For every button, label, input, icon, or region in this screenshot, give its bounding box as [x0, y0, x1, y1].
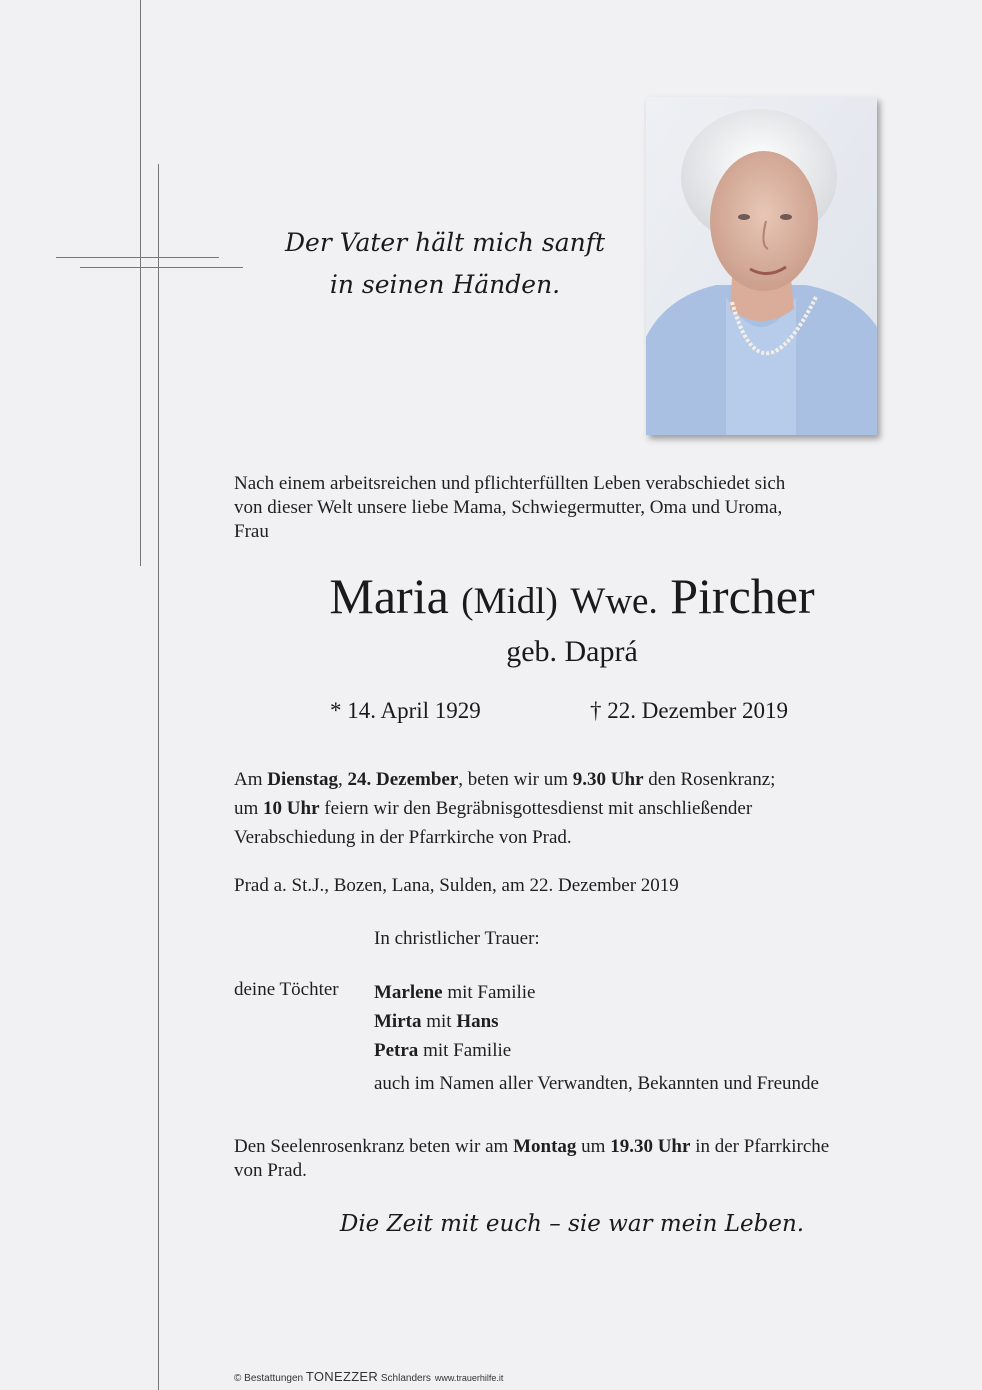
- family-member: [374, 978, 914, 1007]
- mourning-heading: In christlicher Trauer:: [374, 928, 540, 949]
- service-time: 10 Uhr: [263, 798, 320, 819]
- text: Am: [234, 769, 268, 790]
- motto-line-1: Der Vater hält mich sanft: [284, 228, 606, 257]
- member-name: Marlene: [374, 982, 443, 1003]
- birth-date: * 14. April 1929: [330, 698, 481, 723]
- funeral-line-3: Verabschiedung in der Pfarrkirche von Prad.: [234, 827, 572, 848]
- deceased-name: [234, 566, 910, 632]
- text: , beten wir um: [458, 769, 573, 790]
- place-and-date: Prad a. St.J., Bozen, Lana, Sulden, am 22. Dezember 2019: [234, 875, 679, 896]
- evening-line-1: [234, 1135, 924, 1159]
- rosary-time: 9.30 Uhr: [572, 769, 644, 790]
- member-suffix: mit Familie: [442, 982, 536, 1003]
- portrait-photo-elderly-woman-icon: [646, 97, 877, 435]
- cross-vertical-line-right: [158, 164, 159, 1390]
- footer-brand: TONEZZER: [305, 1369, 379, 1384]
- cross-vertical-line-left: [140, 0, 141, 566]
- cross-horizontal-line-top: [56, 257, 219, 258]
- intro-paragraph: [234, 472, 874, 544]
- text: den Rosenkranz;: [643, 769, 776, 790]
- member-partner: Hans: [456, 1011, 499, 1032]
- footer-town: Schlanders: [378, 1373, 431, 1384]
- text: ,: [337, 769, 348, 790]
- maiden-name: geb. Daprá: [506, 635, 638, 668]
- closing-verse: Die Zeit mit euch – sie war mein Leben.: [339, 1211, 805, 1237]
- text: feiern wir den Begräbnisgottesdienst mit anschließender: [319, 798, 753, 819]
- last-name: Pircher: [670, 568, 815, 624]
- text: um: [576, 1136, 611, 1157]
- widow-title: Wwe.: [570, 581, 658, 622]
- family-member: [374, 1007, 914, 1036]
- motto-verse: [250, 222, 640, 306]
- text: in der Pfarrkirche: [690, 1136, 830, 1157]
- evening-time: 19.30 Uhr: [610, 1136, 691, 1157]
- text: Den Seelenrosenkranz beten wir am: [234, 1136, 514, 1157]
- family-extra: auch im Namen aller Verwandten, Bekannten und Freunde: [374, 1073, 819, 1094]
- funeral-line-1: [234, 765, 904, 794]
- relation-label: deine Töchter: [234, 979, 339, 1000]
- member-name: Petra: [374, 1040, 419, 1061]
- death-date: † 22. Dezember 2019: [590, 698, 788, 723]
- evening-day: Montag: [513, 1136, 577, 1157]
- evening-line-2: von Prad.: [234, 1160, 307, 1181]
- footer-copyright: © Bestattungen: [234, 1373, 306, 1384]
- first-name: Maria: [329, 568, 449, 624]
- footer-website: www.trauerhilfe.it: [434, 1373, 504, 1383]
- intro-line-1: Nach einem arbeitsreichen und pflichterfüllten Leben verabschiedet sich: [234, 473, 786, 494]
- text: um: [234, 798, 264, 819]
- intro-line-3: Frau: [234, 521, 269, 542]
- funeral-announcement: [234, 765, 904, 852]
- portrait-photo: [646, 97, 877, 435]
- member-name: Mirta: [374, 1011, 422, 1032]
- intro-line-2: von dieser Welt unsere liebe Mama, Schwiegermutter, Oma und Uroma,: [234, 497, 783, 518]
- nickname: (Midl): [461, 581, 558, 622]
- funeral-date: 24. Dezember: [347, 769, 459, 790]
- footer-credit: [234, 1369, 503, 1384]
- family-member: [374, 1036, 914, 1065]
- motto-line-2: in seinen Händen.: [329, 270, 561, 299]
- family-list: [374, 978, 914, 1098]
- cross-horizontal-line-bottom: [80, 267, 243, 268]
- evening-rosary: [234, 1135, 924, 1183]
- funeral-line-2: [234, 794, 904, 823]
- member-suffix: mit Familie: [418, 1040, 512, 1061]
- funeral-day: Dienstag: [267, 769, 338, 790]
- member-suffix: mit: [421, 1011, 457, 1032]
